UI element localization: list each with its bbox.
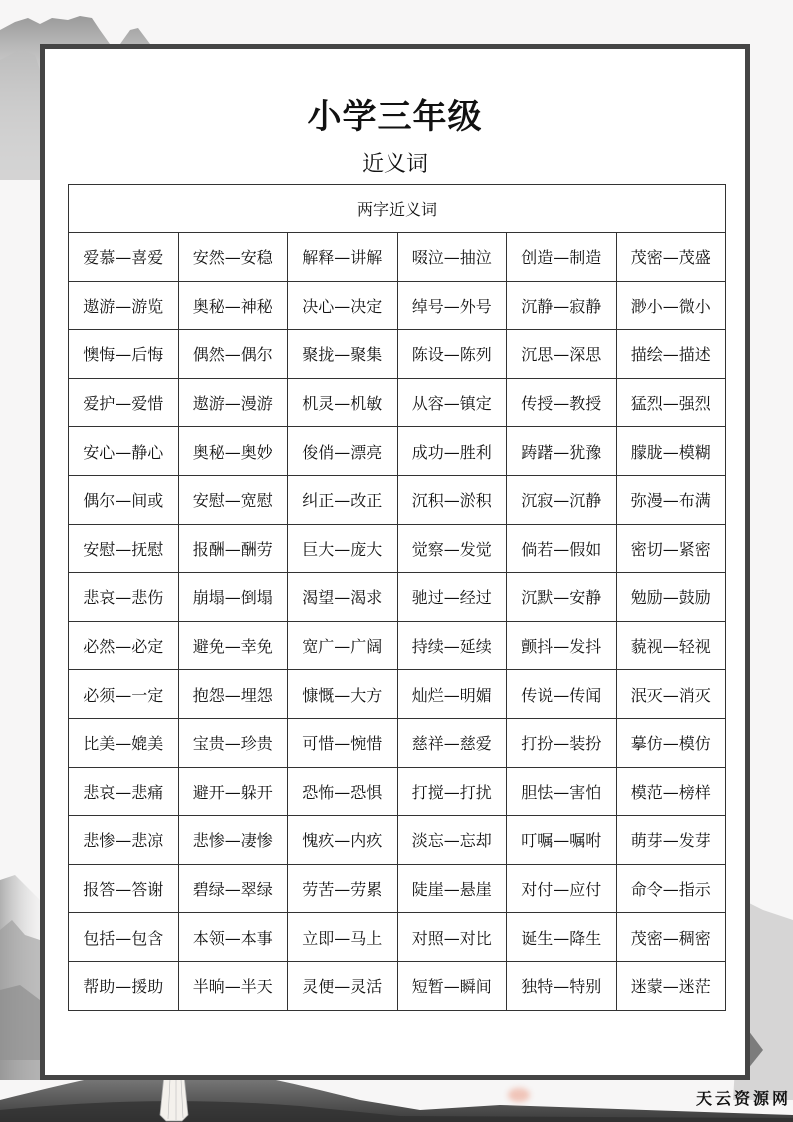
synonym-pair-cell: 偶尔—间或 [69, 475, 179, 524]
synonym-pair-cell: 沉思—深思 [507, 330, 617, 379]
synonym-pair-cell: 啜泣—抽泣 [397, 233, 507, 282]
table-row [69, 475, 726, 524]
synonym-pair-cell: 对付—应付 [507, 864, 617, 913]
table-row [69, 524, 726, 573]
synonym-pair-cell: 摹仿—模仿 [616, 718, 726, 767]
synonym-pair-cell: 决心—决定 [288, 281, 398, 330]
synonym-pair-cell: 包括—包含 [69, 913, 179, 962]
synonym-pair-cell: 悲哀—悲痛 [69, 767, 179, 816]
synonym-pair-cell: 安慰—抚慰 [69, 524, 179, 573]
synonym-pair-cell: 传授—教授 [507, 378, 617, 427]
synonym-pair-cell: 可惜—惋惜 [288, 718, 398, 767]
page-subtitle: 近义词 [361, 152, 428, 177]
table-row [69, 816, 726, 865]
table-row [69, 913, 726, 962]
synonym-pair-cell: 解释—讲解 [288, 233, 398, 282]
synonym-pair-cell: 命令—指示 [616, 864, 726, 913]
synonym-pair-cell: 安慰—宽慰 [178, 475, 288, 524]
synonym-pair-cell: 沉静—寂静 [507, 281, 617, 330]
synonym-pair-cell: 对照—对比 [397, 913, 507, 962]
synonym-pair-cell: 陈设—陈列 [397, 330, 507, 379]
synonym-pair-cell: 茂密—稠密 [616, 913, 726, 962]
synonym-pair-cell: 慈祥—慈爱 [397, 718, 507, 767]
synonym-pair-cell: 懊悔—后悔 [69, 330, 179, 379]
synonym-pair-cell: 安然—安稳 [178, 233, 288, 282]
synonym-pair-cell: 短暂—瞬间 [397, 961, 507, 1010]
synonym-pair-cell: 觉察—发觉 [397, 524, 507, 573]
synonym-pair-cell: 立即—马上 [288, 913, 398, 962]
synonym-pair-cell: 模范—榜样 [616, 767, 726, 816]
synonym-pair-cell: 独特—特别 [507, 961, 617, 1010]
table-row [69, 718, 726, 767]
synonym-pair-cell: 猛烈—强烈 [616, 378, 726, 427]
synonym-pair-cell: 悲惨—凄惨 [178, 816, 288, 865]
synonym-pair-cell: 宝贵—珍贵 [178, 718, 288, 767]
synonym-pair-cell: 灵便—灵活 [288, 961, 398, 1010]
synonym-pair-cell: 弥漫—布满 [616, 475, 726, 524]
synonym-pair-cell: 藐视—轻视 [616, 621, 726, 670]
synonym-pair-cell: 颤抖—发抖 [507, 621, 617, 670]
synonym-pair-cell: 偶然—偶尔 [178, 330, 288, 379]
synonym-pair-cell: 萌芽—发芽 [616, 816, 726, 865]
synonym-pair-cell: 碧绿—翠绿 [178, 864, 288, 913]
synonym-pair-cell: 宽广—广阔 [288, 621, 398, 670]
synonym-pair-cell: 避开—躲开 [178, 767, 288, 816]
synonym-pair-cell: 渺小—微小 [616, 281, 726, 330]
synonym-pair-cell: 绰号—外号 [397, 281, 507, 330]
synonym-pair-cell: 巨大—庞大 [288, 524, 398, 573]
synonym-pair-cell: 密切—紧密 [616, 524, 726, 573]
synonym-pair-cell: 必然—必定 [69, 621, 179, 670]
synonym-pair-cell: 持续—延续 [397, 621, 507, 670]
table-row [69, 767, 726, 816]
synonym-pair-cell: 灿烂—明媚 [397, 670, 507, 719]
synonym-pair-cell: 遨游—游览 [69, 281, 179, 330]
synonym-pair-cell: 比美—媲美 [69, 718, 179, 767]
synonym-pair-cell: 创造—制造 [507, 233, 617, 282]
table-header-row [69, 185, 726, 233]
synonym-pair-cell: 迷蒙—迷茫 [616, 961, 726, 1010]
synonym-pair-cell: 奥秘—奥妙 [178, 427, 288, 476]
synonym-pair-cell: 踌躇—犹豫 [507, 427, 617, 476]
synonym-pair-cell: 愧疚—内疚 [288, 816, 398, 865]
table-row [69, 961, 726, 1010]
synonym-pair-cell: 遨游—漫游 [178, 378, 288, 427]
synonym-table [68, 184, 726, 1011]
page-title: 小学三年级 [307, 97, 483, 137]
synonym-pair-cell: 陡崖—悬崖 [397, 864, 507, 913]
synonym-pair-cell: 沉默—安静 [507, 573, 617, 622]
synonym-pair-cell: 诞生—降生 [507, 913, 617, 962]
synonym-pair-cell: 爱护—爱惜 [69, 378, 179, 427]
table-row [69, 281, 726, 330]
table-header: 两字近义词 [69, 185, 726, 233]
synonym-pair-cell: 慷慨—大方 [288, 670, 398, 719]
blossom-decoration [508, 1088, 530, 1102]
synonym-pair-cell: 机灵—机敏 [288, 378, 398, 427]
synonym-pair-cell: 纠正—改正 [288, 475, 398, 524]
synonym-pair-cell: 爱慕—喜爱 [69, 233, 179, 282]
synonym-pair-cell: 聚拢—聚集 [288, 330, 398, 379]
synonym-pair-cell: 悲哀—悲伤 [69, 573, 179, 622]
synonym-pair-cell: 打扮—装扮 [507, 718, 617, 767]
synonym-pair-cell: 描绘—描述 [616, 330, 726, 379]
site-watermark: 天云资源网 [696, 1089, 792, 1108]
synonym-pair-cell: 茂密—茂盛 [616, 233, 726, 282]
table-row [69, 573, 726, 622]
synonym-pair-cell: 勉励—鼓励 [616, 573, 726, 622]
synonym-pair-cell: 朦胧—模糊 [616, 427, 726, 476]
synonym-pair-cell: 胆怯—害怕 [507, 767, 617, 816]
synonym-pair-cell: 成功—胜利 [397, 427, 507, 476]
table-row [69, 621, 726, 670]
synonym-pair-cell: 必须—一定 [69, 670, 179, 719]
synonym-pair-cell: 淡忘—忘却 [397, 816, 507, 865]
synonym-pair-cell: 打搅—打扰 [397, 767, 507, 816]
synonym-pair-cell: 从容—镇定 [397, 378, 507, 427]
synonym-pair-cell: 沉寂—沉静 [507, 475, 617, 524]
synonym-pair-cell: 本领—本事 [178, 913, 288, 962]
synonym-pair-cell: 劳苦—劳累 [288, 864, 398, 913]
synonym-pair-cell: 崩塌—倒塌 [178, 573, 288, 622]
synonym-pair-cell: 报答—答谢 [69, 864, 179, 913]
table-row [69, 670, 726, 719]
synonym-pair-cell: 叮嘱—嘱咐 [507, 816, 617, 865]
synonym-pair-cell: 倘若—假如 [507, 524, 617, 573]
synonym-pair-cell: 俊俏—漂亮 [288, 427, 398, 476]
synonym-pair-cell: 悲惨—悲凉 [69, 816, 179, 865]
synonym-pair-cell: 抱怨—埋怨 [178, 670, 288, 719]
synonym-pair-cell: 渴望—渴求 [288, 573, 398, 622]
synonym-pair-cell: 避免—幸免 [178, 621, 288, 670]
synonym-pair-cell: 帮助—援助 [69, 961, 179, 1010]
robed-figure-decoration [156, 1075, 192, 1122]
synonym-pair-cell: 报酬—酬劳 [178, 524, 288, 573]
synonym-pair-cell: 安心—静心 [69, 427, 179, 476]
table-row [69, 330, 726, 379]
table-row [69, 378, 726, 427]
table-row [69, 427, 726, 476]
table-row [69, 864, 726, 913]
synonym-pair-cell: 恐怖—恐惧 [288, 767, 398, 816]
synonym-pair-cell: 驰过—经过 [397, 573, 507, 622]
synonym-pair-cell: 奥秘—神秘 [178, 281, 288, 330]
table-row [69, 233, 726, 282]
synonym-pair-cell: 泯灭—消灭 [616, 670, 726, 719]
document-frame [40, 44, 750, 1080]
synonym-pair-cell: 传说—传闻 [507, 670, 617, 719]
synonym-pair-cell: 沉积—淤积 [397, 475, 507, 524]
synonym-pair-cell: 半晌—半天 [178, 961, 288, 1010]
